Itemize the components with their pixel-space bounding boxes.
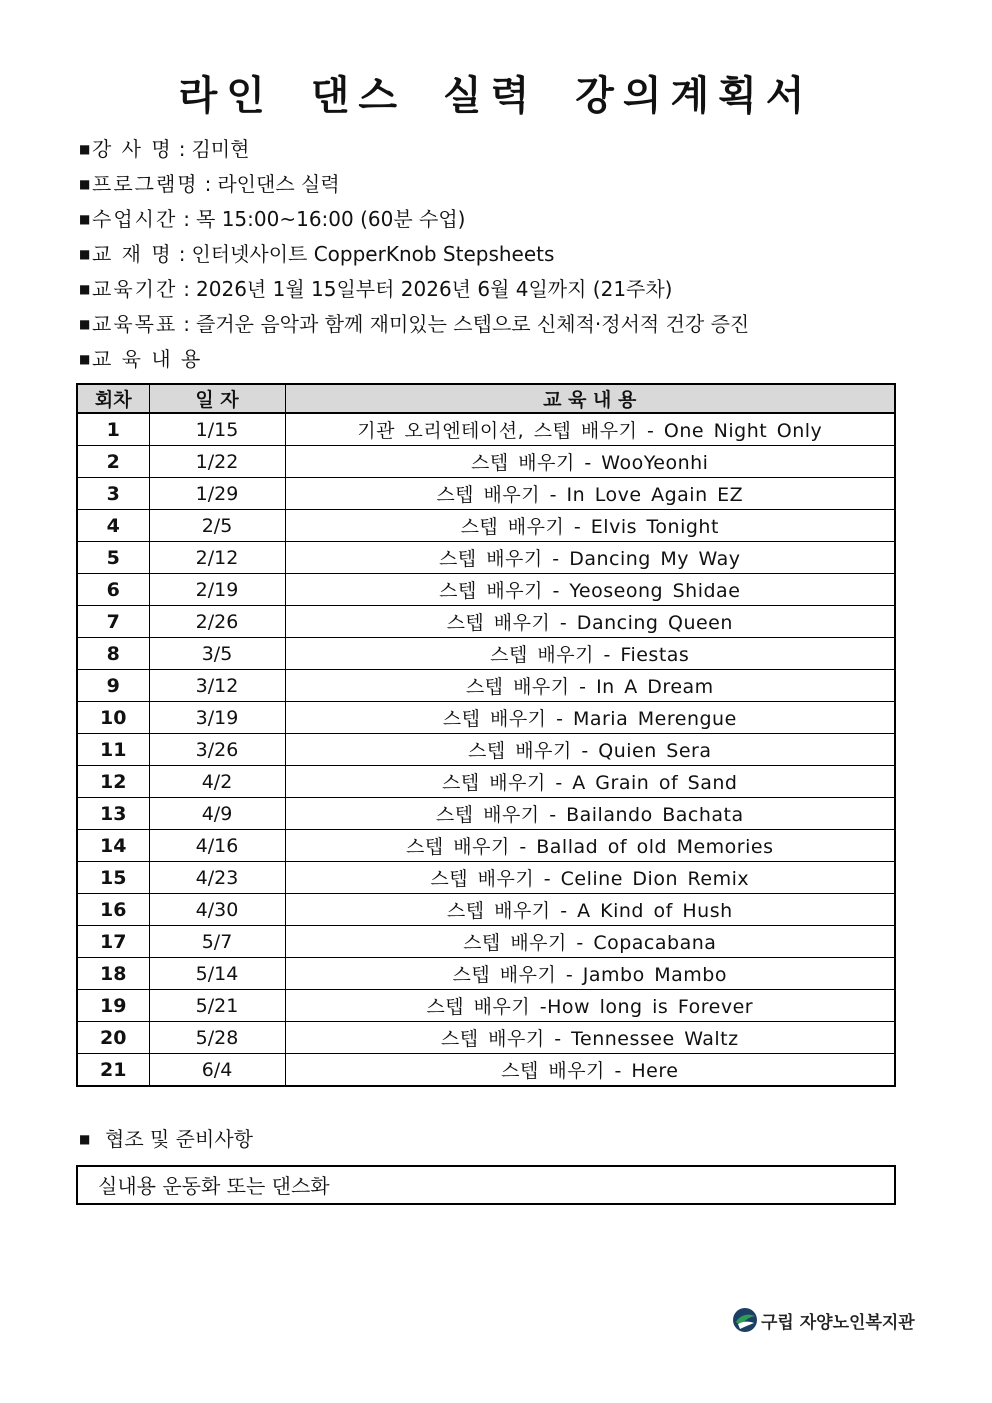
welfare-center-logo-icon [732,1307,758,1333]
table-row [77,734,895,766]
session-content: 스텝 배우기 -How long is Forever [285,990,895,1022]
info-row [79,202,939,237]
bullet-icon: ■ [79,177,91,191]
session-number: 11 [77,734,149,766]
session-content: 스텝 배우기 - Elvis Tonight [285,510,895,542]
table-row [77,510,895,542]
info-value: 2026년 1월 15일부터 2026년 6월 4일까지 (21주차) [196,277,673,301]
info-label: 교 재 명 [92,242,173,266]
table-row [77,702,895,734]
session-number: 12 [77,766,149,798]
table-row [77,926,895,958]
session-content: 스텝 배우기 - Jambo Mambo [285,958,895,990]
session-date: 3/12 [149,670,285,702]
bullet-icon: ■ [79,1132,91,1146]
info-label: 교육기간 [92,277,178,301]
table-row [77,574,895,606]
session-date: 6/4 [149,1054,285,1087]
header-session: 회차 [77,384,149,413]
session-number: 17 [77,926,149,958]
info-label: 수업시간 [92,207,178,231]
session-content: 스텝 배우기 - Here [285,1054,895,1087]
session-date: 2/12 [149,542,285,574]
session-date: 1/15 [149,413,285,446]
session-date: 1/29 [149,478,285,510]
table-row [77,542,895,574]
session-number: 2 [77,446,149,478]
prep-heading [79,1124,253,1154]
session-number: 5 [77,542,149,574]
session-content: 스텝 배우기 - Quien Sera [285,734,895,766]
table-row [77,990,895,1022]
info-value: 목 15:00~16:00 (60분 수업) [196,207,466,231]
info-label: 교 육 내 용 [92,347,203,371]
table-row [77,894,895,926]
session-number: 1 [77,413,149,446]
session-number: 7 [77,606,149,638]
session-number: 21 [77,1054,149,1087]
session-content: 스텝 배우기 - A Kind of Hush [285,894,895,926]
session-number: 6 [77,574,149,606]
session-content: 스텝 배우기 - Fiestas [285,638,895,670]
session-date: 5/21 [149,990,285,1022]
table-row [77,638,895,670]
session-date: 3/19 [149,702,285,734]
session-content: 스텝 배우기 - Copacabana [285,926,895,958]
session-number: 8 [77,638,149,670]
info-label: 프로그램명 [92,172,199,196]
info-row [79,342,939,377]
info-list [79,132,939,377]
table-row [77,670,895,702]
info-separator: : [183,312,191,336]
session-date: 3/26 [149,734,285,766]
bullet-icon: ■ [79,282,91,296]
session-number: 9 [77,670,149,702]
session-content: 스텝 배우기 - Tennessee Waltz [285,1022,895,1054]
session-date: 4/23 [149,862,285,894]
info-separator: : [178,137,186,161]
bullet-icon: ■ [79,142,91,156]
table-row [77,1022,895,1054]
info-separator: : [183,277,191,301]
session-number: 13 [77,798,149,830]
session-number: 20 [77,1022,149,1054]
session-number: 10 [77,702,149,734]
session-date: 2/5 [149,510,285,542]
session-content: 스텝 배우기 - Dancing My Way [285,542,895,574]
session-content: 스텝 배우기 - Maria Merengue [285,702,895,734]
session-number: 14 [77,830,149,862]
session-content: 스텝 배우기 - Celine Dion Remix [285,862,895,894]
info-value: 인터넷사이트 CopperKnob Stepsheets [191,242,555,266]
table-row [77,766,895,798]
session-date: 4/9 [149,798,285,830]
table-row [77,446,895,478]
info-separator: : [183,207,191,231]
schedule-table [76,383,896,1087]
bullet-icon: ■ [79,317,91,331]
session-content: 스텝 배우기 - In A Dream [285,670,895,702]
prep-box [76,1165,896,1205]
info-value: 즐거운 음악과 함께 재미있는 스텝으로 신체적·정서적 건강 증진 [196,312,750,336]
footer-logo [732,1305,915,1335]
table-row [77,413,895,446]
session-content: 스텝 배우기 - WooYeonhi [285,446,895,478]
session-content: 기관 오리엔테이션, 스텝 배우기 - One Night Only [285,413,895,446]
document-title: 라인 댄스 실력 강의계획서 [178,73,814,119]
session-number: 15 [77,862,149,894]
session-date: 5/28 [149,1022,285,1054]
session-number: 19 [77,990,149,1022]
info-row [79,272,939,307]
info-separator: : [204,172,212,196]
table-row [77,862,895,894]
session-date: 1/22 [149,446,285,478]
session-date: 2/19 [149,574,285,606]
info-row [79,132,939,167]
info-label: 강 사 명 [92,137,173,161]
table-row [77,1054,895,1087]
table-row [77,478,895,510]
logo-text: 구립 자양노인복지관 [761,1312,915,1333]
session-content: 스텝 배우기 - Bailando Bachata [285,798,895,830]
info-label: 교육목표 [92,312,178,336]
header-date: 일 자 [149,384,285,413]
info-value: 라인댄스 실력 [217,172,340,196]
session-number: 16 [77,894,149,926]
bullet-icon: ■ [79,247,91,261]
table-row [77,958,895,990]
table-header-row [77,384,895,413]
bullet-icon: ■ [79,352,91,366]
table-row [77,798,895,830]
session-content: 스텝 배우기 - Ballad of old Memories [285,830,895,862]
info-row [79,237,939,272]
session-content: 스텝 배우기 - Dancing Queen [285,606,895,638]
session-content: 스텝 배우기 - In Love Again EZ [285,478,895,510]
info-separator: : [178,242,186,266]
session-content: 스텝 배우기 - A Grain of Sand [285,766,895,798]
info-row [79,167,939,202]
table-row [77,606,895,638]
session-date: 2/26 [149,606,285,638]
info-value: 김미현 [191,137,250,161]
header-content: 교 육 내 용 [285,384,895,413]
session-number: 3 [77,478,149,510]
session-date: 5/7 [149,926,285,958]
session-date: 4/2 [149,766,285,798]
table-row [77,830,895,862]
prep-heading-text: 협조 및 준비사항 [105,1127,253,1151]
bullet-icon: ■ [79,212,91,226]
session-date: 3/5 [149,638,285,670]
prep-text: 실내용 운동화 또는 댄스화 [98,1174,330,1198]
info-row [79,307,939,342]
session-number: 4 [77,510,149,542]
session-date: 4/16 [149,830,285,862]
session-number: 18 [77,958,149,990]
session-content: 스텝 배우기 - Yeoseong Shidae [285,574,895,606]
session-date: 4/30 [149,894,285,926]
session-date: 5/14 [149,958,285,990]
